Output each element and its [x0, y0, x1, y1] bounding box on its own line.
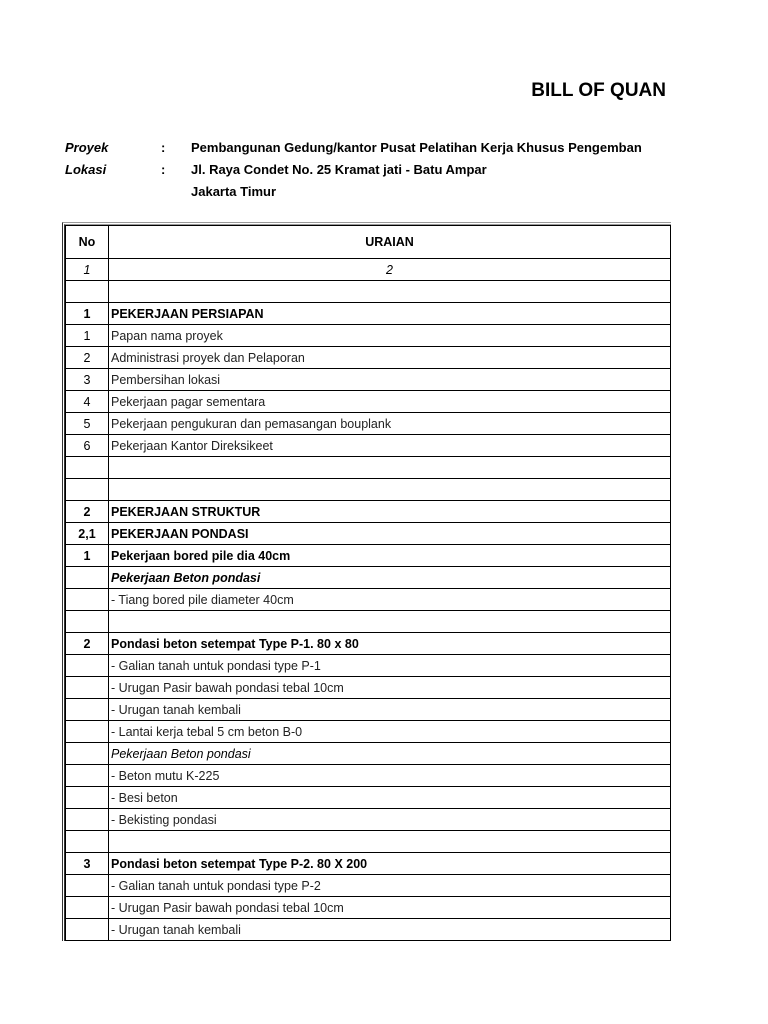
colnum-uraian: 2 [109, 259, 671, 281]
row-no-cell [66, 281, 109, 303]
row-no-cell: 1 [66, 303, 109, 325]
row-no-cell [66, 897, 109, 919]
row-no-cell [66, 457, 109, 479]
lokasi-colon: : [161, 162, 166, 177]
table-row [66, 479, 671, 501]
row-description-cell: - Bekisting pondasi [109, 809, 671, 831]
row-no-cell [66, 875, 109, 897]
lokasi-label: Lokasi [65, 162, 107, 177]
row-description-cell: PEKERJAAN PONDASI [109, 523, 671, 545]
row-description-cell: Pekerjaan Beton pondasi [109, 743, 671, 765]
row-no-cell [66, 919, 109, 941]
row-description-cell: Administrasi proyek dan Pelaporan [109, 347, 671, 369]
table-row [66, 303, 671, 325]
row-description-cell: Pekerjaan pagar sementara [109, 391, 671, 413]
table-row [66, 391, 671, 413]
proyek-row [65, 137, 765, 159]
row-no-cell [66, 787, 109, 809]
column-number-row [66, 259, 671, 281]
table-row [66, 567, 671, 589]
row-description-cell: - Lantai kerja tebal 5 cm beton B-0 [109, 721, 671, 743]
table-row [66, 897, 671, 919]
table-header-row [66, 226, 671, 259]
table-row [66, 523, 671, 545]
row-no-cell: 2 [66, 633, 109, 655]
row-description-cell [109, 611, 671, 633]
table-row [66, 831, 671, 853]
table-row [66, 743, 671, 765]
table-row [66, 787, 671, 809]
proyek-value: Pembangunan Gedung/kantor Pusat Pelatihan Kerja Khusus Pengemban [191, 140, 642, 155]
document-title: BILL OF QUAN [531, 80, 666, 101]
row-description-cell [109, 457, 671, 479]
row-no-cell [66, 831, 109, 853]
row-no-cell: 4 [66, 391, 109, 413]
table-row [66, 765, 671, 787]
table-row [66, 853, 671, 875]
table-row [66, 281, 671, 303]
boq-table-body [66, 226, 671, 941]
row-no-cell [66, 655, 109, 677]
row-description-cell: Pekerjaan bored pile dia 40cm [109, 545, 671, 567]
row-no-cell [66, 721, 109, 743]
table-row [66, 501, 671, 523]
row-description-cell: PEKERJAAN PERSIAPAN [109, 303, 671, 325]
row-description-cell: Pondasi beton setempat Type P-1. 80 x 80 [109, 633, 671, 655]
table-row [66, 413, 671, 435]
project-info [65, 137, 765, 203]
table-row [66, 589, 671, 611]
table-row [66, 457, 671, 479]
row-description-cell: PEKERJAAN STRUKTUR [109, 501, 671, 523]
table-row [66, 677, 671, 699]
row-description-cell: Papan nama proyek [109, 325, 671, 347]
row-no-cell: 6 [66, 435, 109, 457]
table-row [66, 435, 671, 457]
row-description-cell [109, 479, 671, 501]
row-no-cell [66, 743, 109, 765]
row-description-cell: Pembersihan lokasi [109, 369, 671, 391]
row-description-cell: Pondasi beton setempat Type P-2. 80 X 200 [109, 853, 671, 875]
lokasi-value: Jl. Raya Condet No. 25 Kramat jati - Batu Ampar [191, 162, 487, 177]
row-no-cell: 3 [66, 853, 109, 875]
table-row [66, 545, 671, 567]
table-row [66, 655, 671, 677]
header-uraian: URAIAN [109, 226, 671, 259]
row-no-cell: 5 [66, 413, 109, 435]
row-no-cell [66, 479, 109, 501]
table-row [66, 611, 671, 633]
row-description-cell: - Galian tanah untuk pondasi type P-1 [109, 655, 671, 677]
row-description-cell: - Urugan Pasir bawah pondasi tebal 10cm [109, 677, 671, 699]
row-no-cell: 1 [66, 545, 109, 567]
row-description-cell: Pekerjaan Beton pondasi [109, 567, 671, 589]
table-row [66, 721, 671, 743]
proyek-colon: : [161, 140, 166, 155]
row-description-cell: - Galian tanah untuk pondasi type P-2 [109, 875, 671, 897]
table-row [66, 875, 671, 897]
table-row [66, 919, 671, 941]
row-no-cell [66, 699, 109, 721]
row-no-cell: 2 [66, 501, 109, 523]
row-description-cell: - Besi beton [109, 787, 671, 809]
row-description-cell: - Urugan tanah kembali [109, 699, 671, 721]
row-no-cell [66, 677, 109, 699]
lokasi-row-2 [65, 181, 765, 203]
row-no-cell [66, 809, 109, 831]
table-row [66, 347, 671, 369]
table-row [66, 369, 671, 391]
row-description-cell: - Urugan Pasir bawah pondasi tebal 10cm [109, 897, 671, 919]
lokasi-row [65, 159, 765, 181]
row-no-cell: 3 [66, 369, 109, 391]
table-row [66, 699, 671, 721]
table-row [66, 325, 671, 347]
row-no-cell: 2 [66, 347, 109, 369]
row-description-cell: - Beton mutu K-225 [109, 765, 671, 787]
row-description-cell: Pekerjaan Kantor Direksikeet [109, 435, 671, 457]
row-no-cell: 2,1 [66, 523, 109, 545]
colnum-no: 1 [66, 259, 109, 281]
header-no: No [66, 226, 109, 259]
table-row [66, 809, 671, 831]
row-no-cell [66, 567, 109, 589]
lokasi-value-2: Jakarta Timur [191, 184, 277, 199]
row-description-cell: - Urugan tanah kembali [109, 919, 671, 941]
row-description-cell: - Tiang bored pile diameter 40cm [109, 589, 671, 611]
boq-table [65, 225, 671, 941]
row-no-cell [66, 611, 109, 633]
boq-sheet [62, 222, 671, 941]
row-description-cell [109, 281, 671, 303]
row-description-cell: Pekerjaan pengukuran dan pemasangan bouplank [109, 413, 671, 435]
row-no-cell: 1 [66, 325, 109, 347]
proyek-label: Proyek [65, 140, 109, 155]
table-row [66, 633, 671, 655]
row-no-cell [66, 589, 109, 611]
row-description-cell [109, 831, 671, 853]
row-no-cell [66, 765, 109, 787]
